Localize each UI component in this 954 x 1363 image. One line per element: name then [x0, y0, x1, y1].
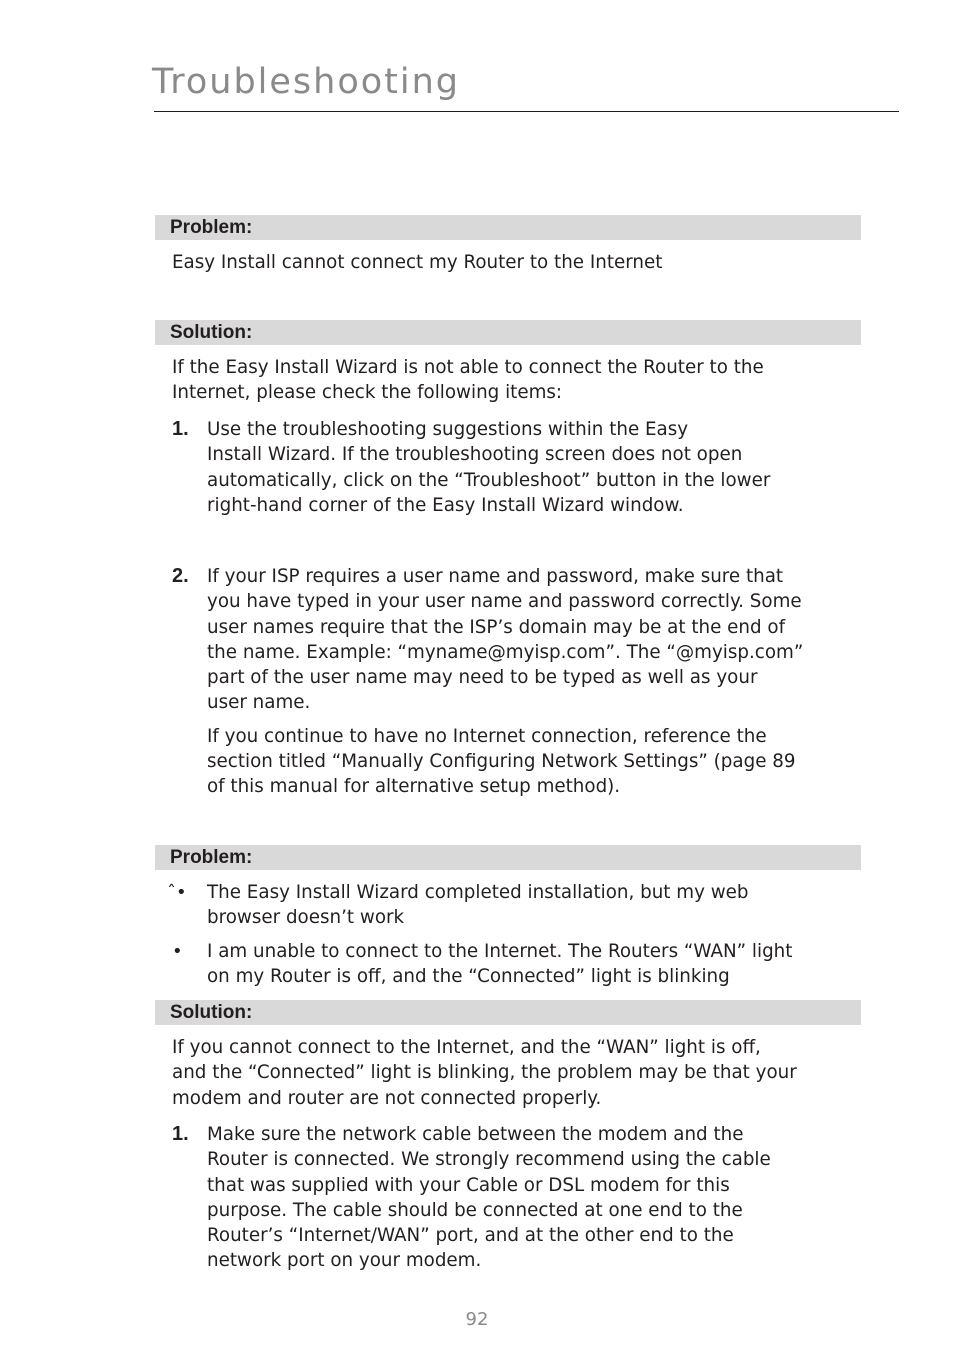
list-item-text: If your ISP requires a user name and password, make sure that you have typed in your user name and password correctly. Some user names require that the ISP’s domain may be at the end of the name. Example: “myname@myisp.com”. The “@myisp.com” part of the user name may need to be typed as well as your user name. — [207, 566, 804, 714]
bullet-text: I am unable to connect to the Internet. The Routers “WAN” light on my Router is off, and the “Connected” light is blinking — [207, 941, 793, 988]
list-item — [172, 1122, 862, 1274]
problem-heading: Problem: — [155, 845, 861, 870]
list-item — [172, 417, 862, 518]
bullet-item — [172, 939, 862, 990]
bullet-marker: ˆ• — [167, 882, 187, 903]
solution-intro: If the Easy Install Wizard is not able to connect the Router to the Internet, please check the following items: — [172, 357, 764, 404]
list-item-followup: If you continue to have no Internet connection, reference the section titled “Manually Configuring Network Settings” (page 89 of this manual for alternative setup method). — [207, 725, 796, 798]
solution-heading: Solution: — [155, 320, 861, 345]
solution-heading: Solution: — [155, 1000, 861, 1025]
page-number: 92 — [465, 1309, 489, 1330]
list-number: 1. — [172, 418, 189, 440]
list-item-text: Make sure the network cable between the modem and the Router is connected. We strongly recommend using the cable that was supplied with your Cable or DSL modem for this purpose. The cable should be connected at one end to the Router’s “Internet/WAN” port, and at the other end to the network port on your modem. — [207, 1124, 771, 1272]
list-number: 2. — [172, 565, 189, 587]
list-number: 1. — [172, 1123, 189, 1145]
bullet-text: The Easy Install Wizard completed installation, but my web browser doesn’t work — [207, 882, 749, 929]
problem-text: Easy Install cannot connect my Router to the Internet — [172, 252, 663, 273]
bullet-item — [167, 880, 862, 931]
problem-heading: Problem: — [155, 215, 861, 240]
list-item-text: Use the troubleshooting suggestions within the Easy Install Wizard. If the troubleshooting screen does not open automatically, click on the “Troubleshoot” button in the lower right-hand corner of the Easy Install Wizard window. — [207, 419, 771, 516]
solution-intro: If you cannot connect to the Internet, and the “WAN” light is off, and the “Connected” light is blinking, the problem may be that your modem and router are not connected properly. — [172, 1037, 797, 1109]
page-title: Troubleshooting — [152, 62, 461, 102]
bullet-marker: • — [172, 941, 183, 962]
title-divider — [154, 111, 899, 112]
list-item — [172, 564, 862, 800]
